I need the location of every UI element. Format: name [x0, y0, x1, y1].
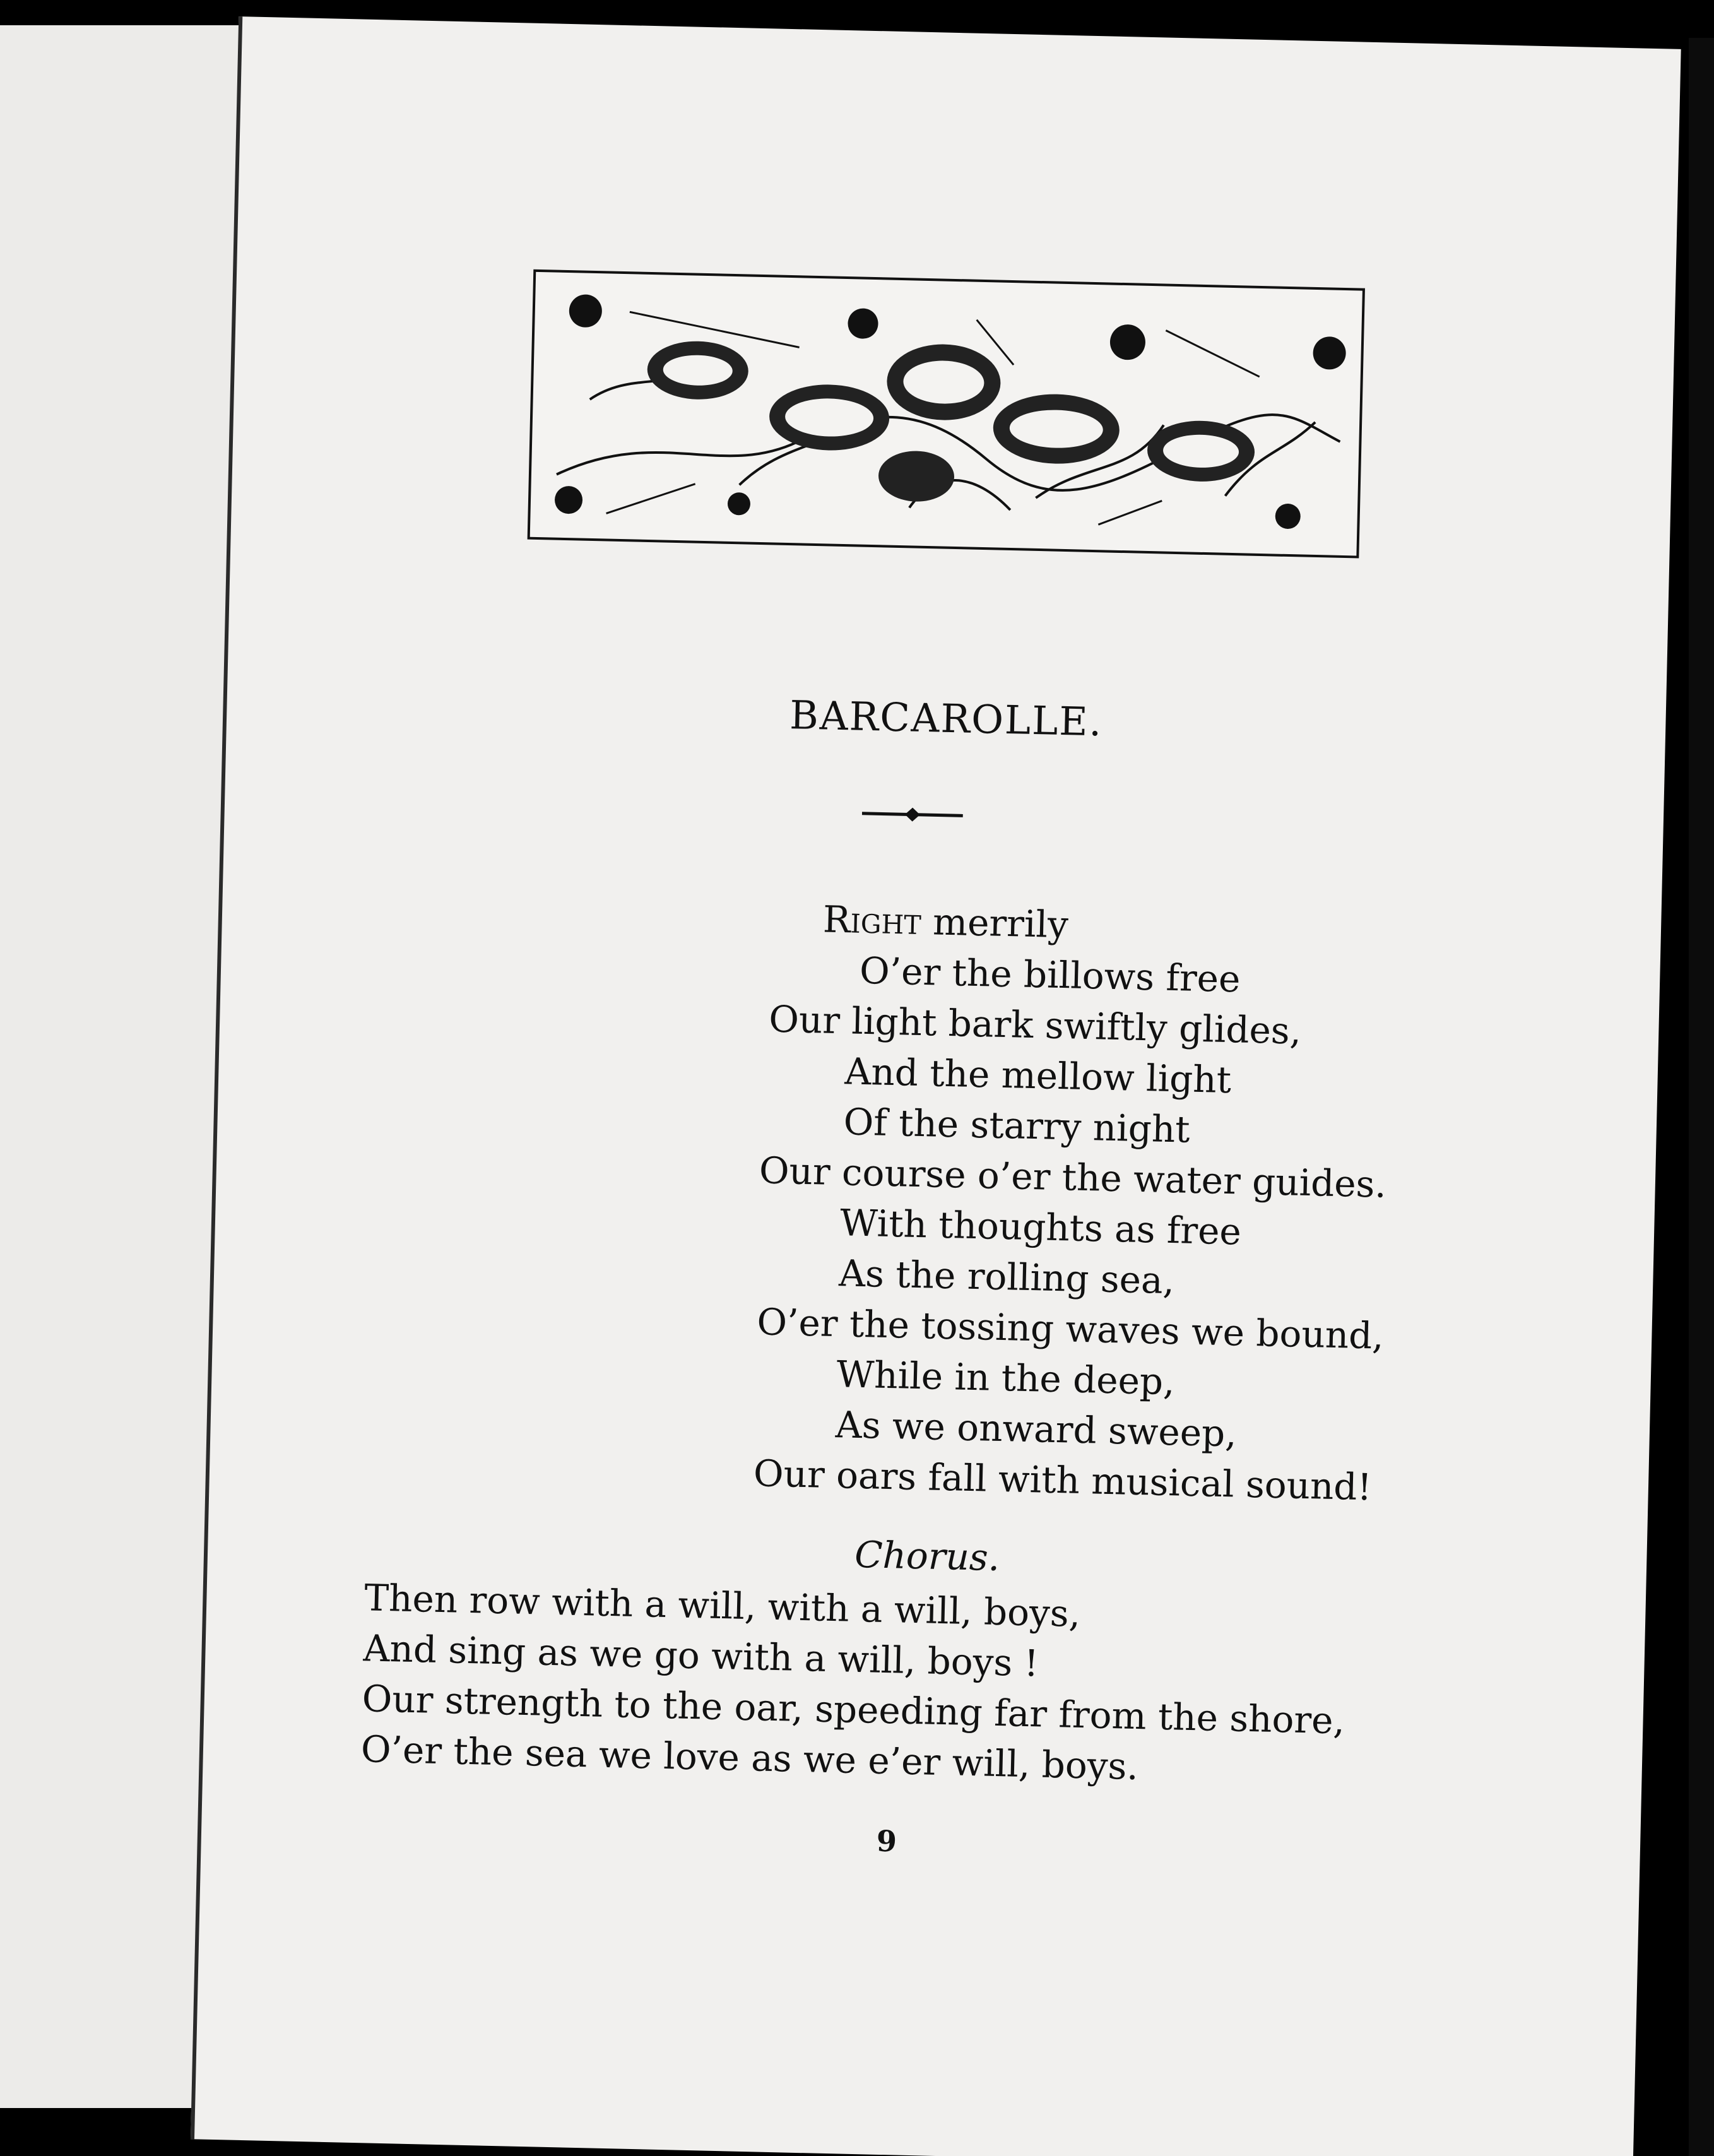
page-number: 9	[876, 1823, 897, 1859]
floral-engraving-icon	[528, 270, 1365, 559]
chorus-line: And sing as we go with a will, boys !	[362, 1626, 1039, 1685]
divider-rule-icon	[862, 804, 964, 826]
poem-line: O’er the tossing waves we bound,	[756, 1300, 1385, 1358]
poem-line: Of the starry night	[843, 1100, 1191, 1151]
poem-line: Right merrily	[822, 897, 1069, 947]
poem-stanza	[223, 881, 1661, 1509]
poem-line: As the rolling sea,	[838, 1252, 1175, 1303]
chorus-line: O’er the sea we love as we e’er will, boys.	[360, 1727, 1139, 1789]
chorus-line: Our strength to the oar, speeding far from the shore,	[362, 1677, 1345, 1743]
book-page	[191, 16, 1681, 2156]
poem-line: While in the deep,	[836, 1353, 1176, 1404]
poem-line: Our course o’er the water guides.	[759, 1149, 1387, 1206]
poem-line: With thoughts as free	[839, 1201, 1242, 1253]
poem-line: Our light bark swiftly glides,	[768, 997, 1302, 1053]
page-edge-shadow	[1689, 38, 1714, 2156]
poem-line: And the mellow light	[844, 1050, 1232, 1102]
poem-line: O’er the billows free	[859, 949, 1241, 1001]
poem-line: As we onward sweep,	[835, 1403, 1238, 1455]
poem-title: BARCAROLLE.	[789, 692, 1104, 745]
chorus-heading: Chorus.	[854, 1532, 1000, 1580]
chorus-line: Then row with a will, with a will, boys,	[363, 1576, 1081, 1635]
poem-line: Our oars fall with musical sound!	[753, 1452, 1373, 1509]
